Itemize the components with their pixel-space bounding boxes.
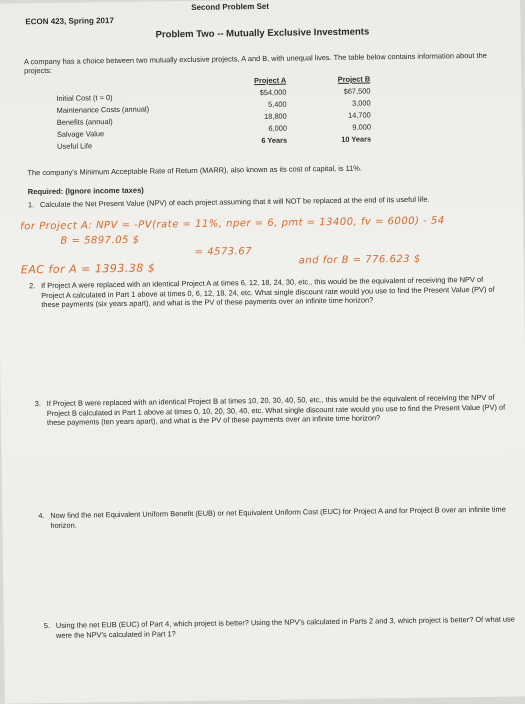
table-cell: 18,800 [264,111,287,121]
project-b-column [318,74,371,147]
column-header: Project A [254,75,287,86]
question-text: Using the net EUB (EUC) of Part 4, which project is better? Using the NPV's calculated in Parts 2 and 3, which project is better? Of what use were the NPV's calculated in Part 1? [55,614,515,640]
handwritten-npv-b: B = 5897.05 $ [60,234,140,247]
table-cell: 6,000 [268,123,287,133]
question-5 [43,614,516,640]
question-number: 3. [34,399,41,409]
table-cell: 5,400 [268,99,287,109]
question-text: Now find the net Equivalent Uniform Benefit (EUB) or net Equivalent Uniform Cost (EUC) for Project A and for Project B over an infinite time horizon. [50,504,506,530]
question-number: 2. [29,281,36,291]
problem-set-title: Second Problem Set [191,1,270,12]
marr-statement: The company's Minimum Acceptable Rate of Return (MARR), also known as its cost of capital, is 11%. [27,163,362,178]
problem-title: Problem Two -- Mutually Exclusive Investments [155,26,370,41]
course-label: ECON 423, Spring 2017 [25,16,114,27]
handwritten-eac-a: EAC for A = 1393.38 $ [20,261,156,277]
project-a-column [234,76,287,149]
table-cell: 9,000 [352,122,371,132]
question-text: If Project A were replaced with an identical Project A at times 6, 12, 18, 24, 30, etc., this would be the equivalent of receiving the NPV of Project A calculated in Part 1 above at times 0, 6, 12, 18, 24, etc. What single discount rate would you use to find the Present Value (PV) of these payments (six years apart), and what is the PV of these payments over an infinite time horizon? [41,274,495,310]
table-cell: 6 Years [261,135,288,145]
handwritten-eac-b: and for B = 776.623 $ [298,253,421,267]
question-number: 4. [38,511,45,521]
row-label: Salvage Value [56,129,105,139]
question-text: If Project B were replaced with an identical Project B at times 10, 20, 30, 40, 50, etc., this would be the equivalent of receiving the NPV of Project B calculated in Part 1 above at times 0, 10, 20, 30, 40, etc. What single discount rate would you use to find the Present Value (PV) of these payments (ten years apart), and what is the PV of these payments over an infinite time horizon? [46,392,506,428]
row-label: Maintenance Costs (annual) [56,104,150,115]
question-2 [29,274,501,310]
table-cell: 10 Years [341,134,372,144]
column-header: Project B [337,74,371,84]
row-label: Initial Cost (t = 0) [56,93,113,103]
question-text: Calculate the Net Present Value (NPV) of each project assuming that it will NOT be replaced at the end of its useful life. [39,194,430,210]
question-1 [27,194,500,210]
table-cell: $67,500 [343,86,371,96]
table-cell: 14,700 [348,110,371,120]
intro-paragraph: A company has a choice between two mutually exclusive projects, A and B, with unequal lives. The table below contains information about the projects: [23,50,487,76]
handwritten-npv-b-value: = 4573.67 [194,246,253,258]
question-number: 1. [27,200,35,210]
row-label: Useful Life [57,141,93,151]
question-number: 5. [43,620,51,631]
handwritten-npv-a: for Project A: NPV = -PV(rate = 11%, nper = 6, pmt = 13400, fv = 6000) - 54 [20,215,445,233]
question-3 [34,392,507,428]
row-label: Benefits (annual) [56,117,113,127]
required-heading: Required: (Ignore income taxes) [27,185,144,197]
question-4 [38,504,510,531]
table-cell: $54,000 [259,87,287,98]
row-labels [56,93,149,154]
table-cell: 3,000 [352,98,371,108]
